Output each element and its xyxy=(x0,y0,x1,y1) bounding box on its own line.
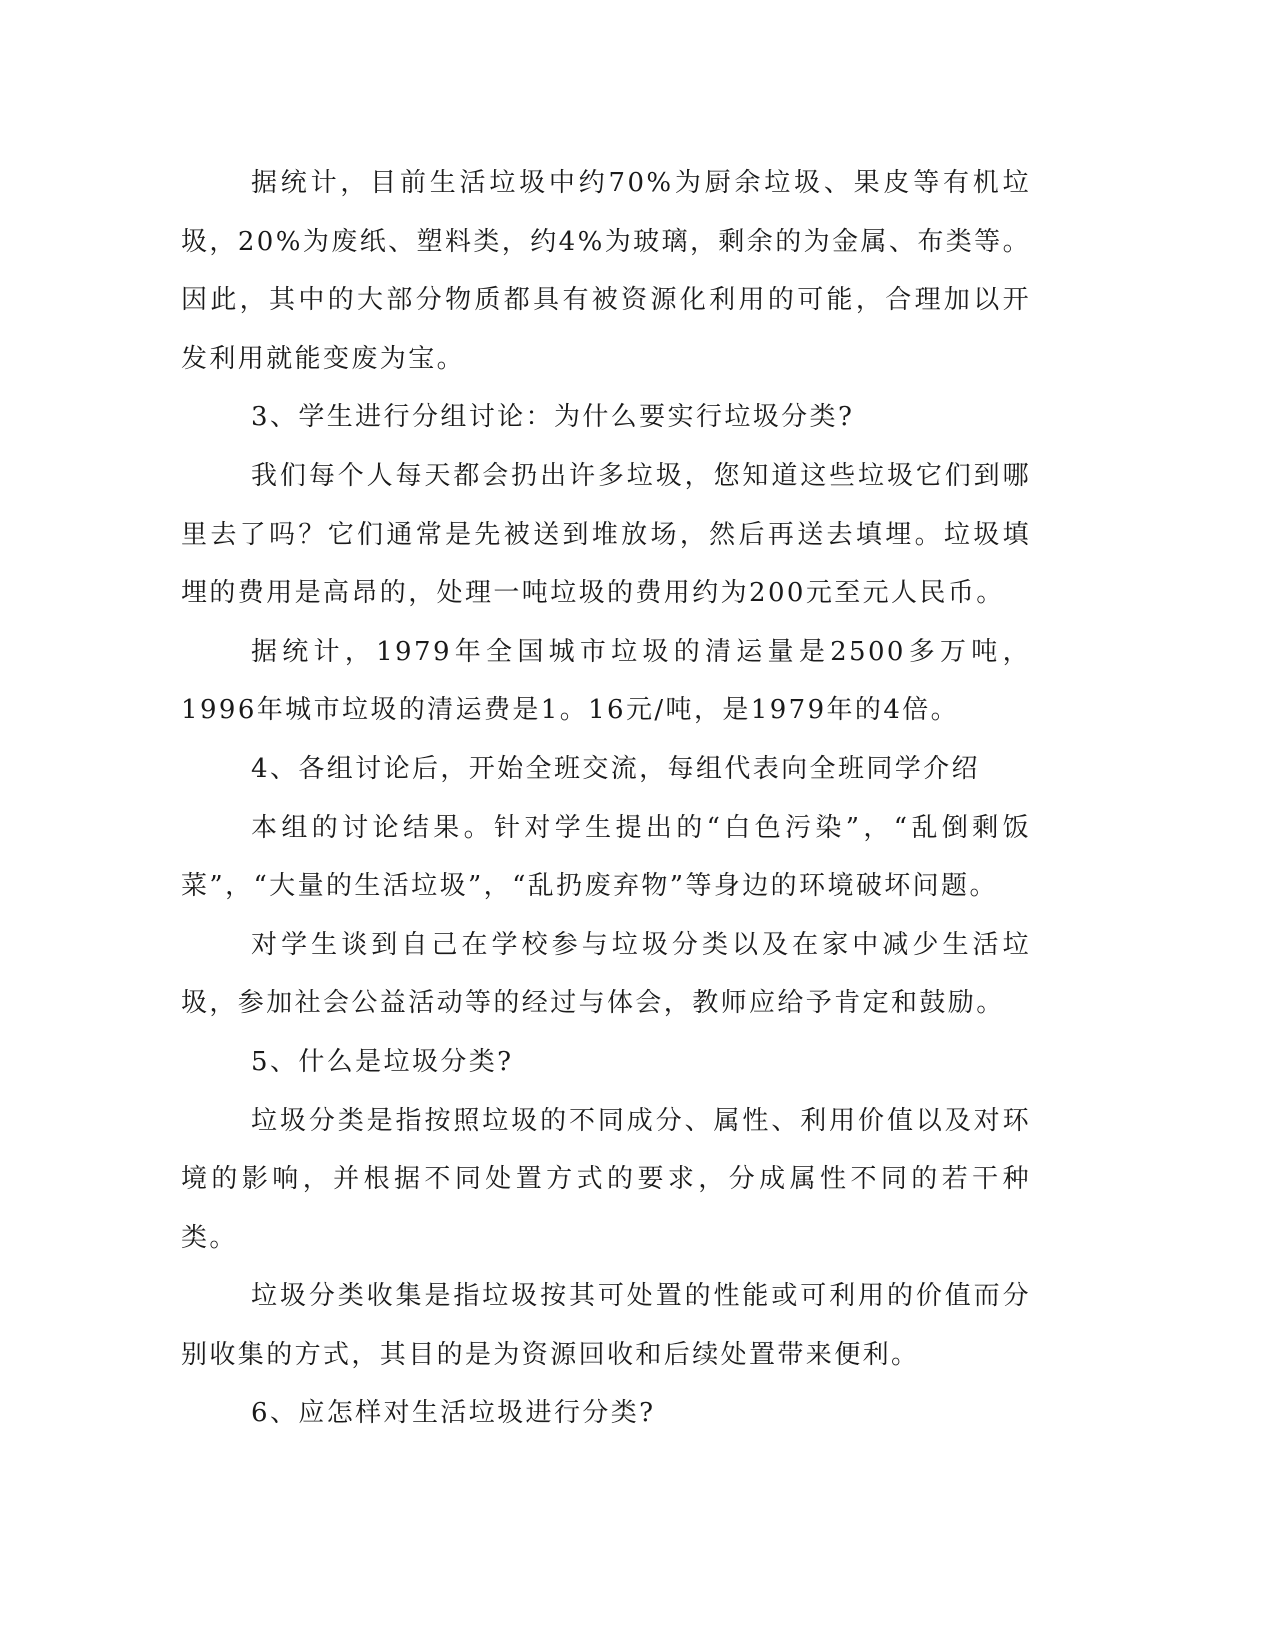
paragraph-teacher-encouragement: 对学生谈到自己在学校参与垃圾分类以及在家中减少生活垃圾，参加社会公益活动等的经过与体会，教师应给予肯定和鼓励。 xyxy=(181,929,1031,1019)
heading-what-is-sorting: 5、什么是垃圾分类? xyxy=(251,1046,514,1077)
paragraph-sorting-collection: 垃圾分类收集是指垃圾按其可处置的性能或可利用的价值而分别收集的方式，其目的是为资源回收和后续处置带来便利。 xyxy=(181,1281,1031,1370)
paragraph-discussion-results: 本组的讨论结果。针对学生提出的“白色污染”，“乱倒剩饭菜”，“大量的生活垃圾”，“乱扔废弃物”等身边的环境破坏问题。 xyxy=(181,812,1031,902)
paragraph-landfill-cost: 我们每个人每天都会扔出许多垃圾，您知道这些垃圾它们到哪里去了吗？它们通常是先被送到堆放场，然后再送去填埋。垃圾填埋的费用是高昂的，处理一吨垃圾的费用约为200元至元人民币。 xyxy=(181,460,1031,609)
paragraph-sorting-definition: 垃圾分类是指按照垃圾的不同成分、属性、利用价值以及对环境的影响，并根据不同处置方式的要求，分成属性不同的若干种类。 xyxy=(181,1105,1031,1253)
heading-group-discussion: 3、学生进行分组讨论：为什么要实行垃圾分类? xyxy=(251,402,855,433)
heading-how-to-sort: 6、应怎样对生活垃圾进行分类? xyxy=(251,1398,656,1429)
paragraph-1979-statistics: 据统计，1979年全国城市垃圾的清运量是2500多万吨，1996年城市垃圾的清运费是1。16元/吨，是1979年的4倍。 xyxy=(181,636,1031,726)
paragraph-waste-statistics: 据统计，目前生活垃圾中约70%为厨余垃圾、果皮等有机垃圾，20%为废纸、塑料类，约4%为玻璃，剩余的为金属、布类等。因此，其中的大部分物质都具有被资源化利用的可能，合理加以开发利用就能变废为宝。 xyxy=(181,168,1031,374)
document-body xyxy=(181,154,1031,1443)
heading-class-exchange: 4、各组讨论后，开始全班交流，每组代表向全班同学介绍 xyxy=(251,753,980,784)
